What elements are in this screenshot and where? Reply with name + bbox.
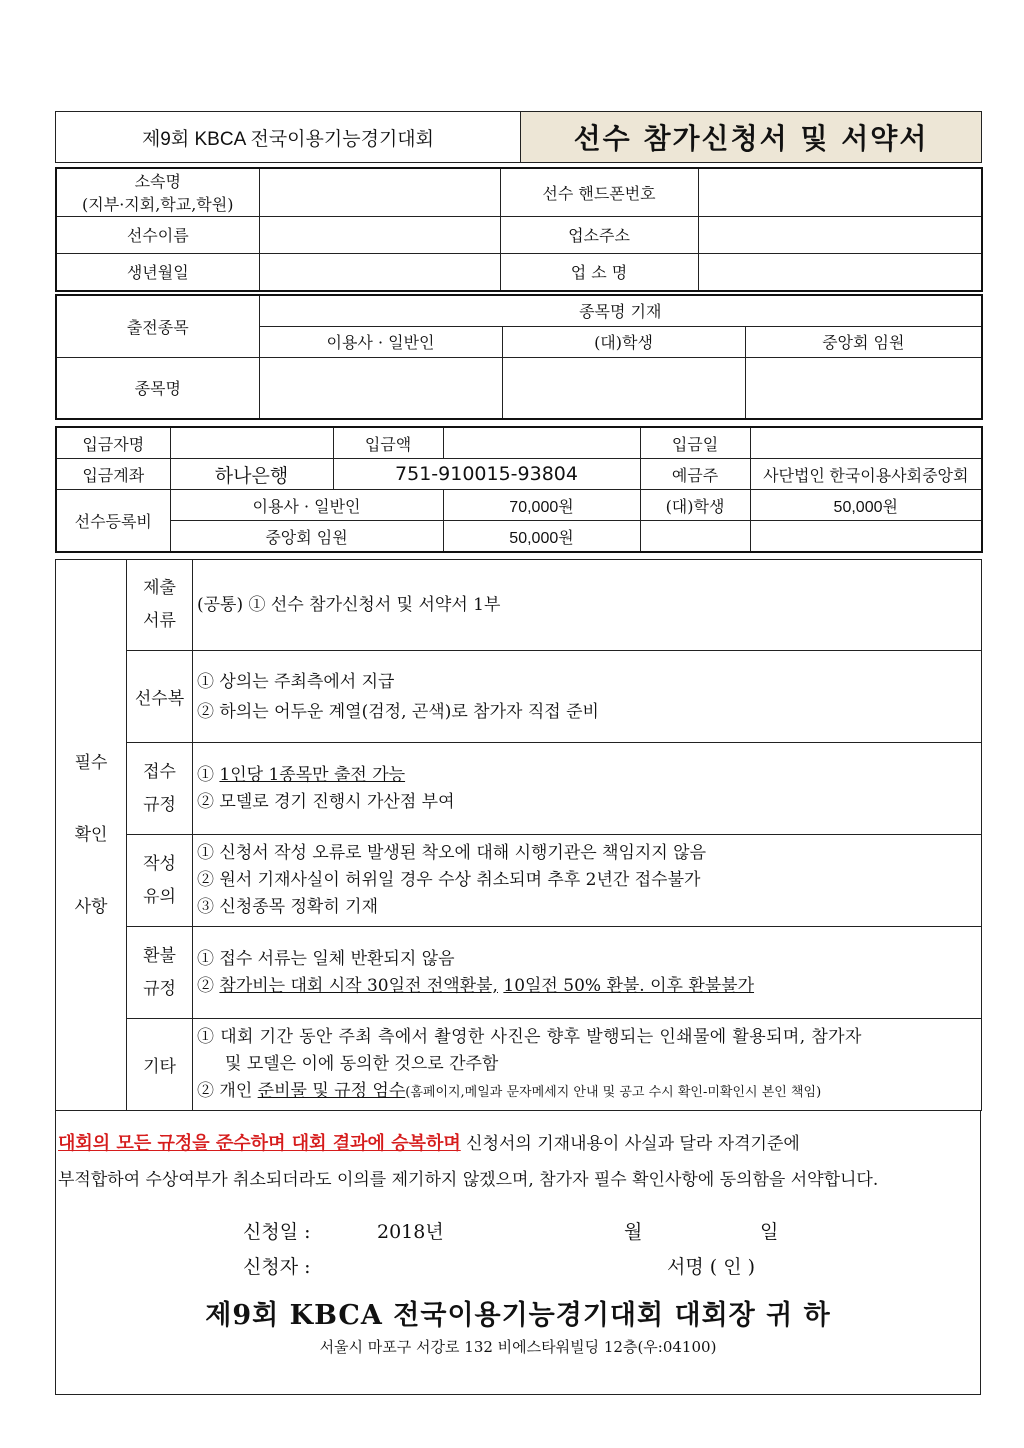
uniform-text [193,651,982,743]
shop-name-field[interactable] [698,253,982,291]
refund-label-1: 환불 [143,945,176,966]
docs-label [127,560,193,651]
apply-year: 2018년 [377,1221,444,1243]
apply-month: 월 [624,1221,643,1243]
rules-label [127,743,193,835]
signature-field[interactable]: 서명 ( 인 ) [667,1256,756,1278]
uniform-label: 선수복 [127,651,193,743]
shop-name-label: 업 소 명 [500,253,698,291]
cat-student: (대)학생 [502,326,745,357]
writing-label-2: 유의 [143,886,176,907]
fee-label: 선수등록비 [56,490,170,553]
writing-label-1: 작성 [143,853,176,874]
name-label: 선수이름 [56,216,259,253]
amount-label: 입금액 [333,427,443,459]
affiliation-label [56,168,259,216]
etc-line-1b: 및 모델은 이에 동의한 것으로 간주함 [225,1053,499,1074]
form-title: 선수 참가신청서 및 서약서 [521,112,982,163]
etc-line-2 [197,1078,981,1106]
side-label-1: 필수 [74,753,108,773]
depositor-field[interactable] [170,427,333,459]
docs-label-1: 제출 [143,578,176,598]
rules-text [193,743,982,835]
docs-text: (공통) ① 선수 참가신청서 및 서약서 1부 [193,560,982,651]
fee-general: 70,000원 [443,490,640,521]
fill-label: 종목명 기재 [259,295,982,326]
account-label: 입금계좌 [56,459,170,490]
rules-line-1-text: 1인당 1종목만 출전 가능 [219,764,406,785]
account-holder: 사단법인 한국이용사회중앙회 [750,459,982,490]
apply-day: 일 [760,1221,779,1243]
cat-officer: 중앙회 임원 [745,326,982,357]
affiliation-field[interactable] [259,168,500,216]
rules-label-2: 규정 [143,794,176,815]
host-address: 서울시 마포구 서강로 132 비에스타워빌딩 12층(우:04100) [319,1338,717,1356]
affiliation-label-text: 소속명 [134,172,181,192]
apply-date-label: 신청일 : [243,1221,311,1243]
bank-name: 하나은행 [170,459,333,490]
confirmation-table [55,559,982,1111]
refund-line-2a: 참가비는 대회 시작 30일전 전액환불, [219,975,498,996]
refund-line-2-prefix: ② [197,975,220,996]
depositor-label: 입금자명 [56,427,170,459]
events-table [55,294,983,420]
writing-text [193,835,982,927]
rules-line-1 [197,762,981,789]
pledge-highlight: 대회의 모든 규정을 준수하며 대회 결과에 승복하며 [58,1133,461,1154]
refund-line-2b: 10일전 50% 환불. 이후 환불불가 [503,975,755,996]
pledge-text-2: 부적합하여 수상여부가 취소되더라도 이의를 제기하지 않겠으며, 참가자 필수 확인사항에 동의함을 서약합니다. [58,1170,879,1190]
event-name: 제9회 KBCA 전국이용기능경기대회 [56,112,521,163]
side-label-2: 확인 [74,825,108,845]
fee-officer: 50,000원 [443,521,640,553]
date-field[interactable] [750,427,982,459]
account-number: 751-910015-93804 [333,459,640,490]
phone-field[interactable] [698,168,982,216]
etc-label: 기타 [127,1019,193,1111]
date-label: 입금일 [640,427,750,459]
pledge-text-1: 신청서의 기재내용이 사실과 달라 자격기준에 [460,1134,800,1154]
etc-line-2-prefix: ② 개인 [197,1080,258,1101]
holder-label: 예금주 [640,459,750,490]
required-check-label [56,560,127,1111]
writing-line-3: ③ 신청종목 정확히 기재 [197,897,379,917]
cat-general: 이용사 · 일반인 [259,326,502,357]
payment-table [55,426,983,553]
rules-line-1-prefix: ① [197,764,220,785]
rules-line-2: ② 모델로 경기 진행시 가산점 부여 [197,791,455,812]
fee-student: 50,000원 [750,490,982,521]
player-info-table [55,167,983,292]
birth-label: 생년월일 [56,253,259,291]
phone-label: 선수 핸드폰번호 [500,168,698,216]
refund-label-2: 규정 [143,978,176,999]
affiliation-sub-text: (지부·지회,학교,학원) [82,195,234,215]
fee-student-label: (대)학생 [640,490,750,521]
form-header [55,111,982,163]
event-student-field[interactable] [502,357,745,419]
fee-general-label: 이용사 · 일반인 [170,490,443,521]
writing-line-1: ① 신청서 작성 오류로 발생된 착오에 대해 시행기관은 책임지지 않음 [197,843,707,863]
writing-label [127,835,193,927]
refund-text [193,927,982,1019]
applicant-label: 신청자 : [243,1256,311,1278]
etc-text [193,1019,982,1111]
pledge-text [58,1126,973,1198]
etc-line-1: ① 대회 기간 동안 주최 측에서 촬영한 사진은 향후 발행되는 인쇄물에 활용되며, 참가자 [197,1026,862,1047]
refund-line-1: ① 접수 서류는 일체 반환되지 않음 [197,948,455,969]
shop-address-field[interactable] [698,216,982,253]
name-field[interactable] [259,216,500,253]
uniform-line-1: ① 상의는 주최측에서 지급 [197,671,395,692]
fee-blank-2 [750,521,982,553]
event-general-field[interactable] [259,357,502,419]
fee-officer-label: 중앙회 임원 [170,521,443,553]
event-officer-field[interactable] [745,357,982,419]
fee-blank-1 [640,521,750,553]
etc-line-2-small: (홈페이지,메일과 문자메세지 안내 및 공고 수시 확인-미확인시 본인 책임) [405,1084,822,1100]
docs-label-2: 서류 [143,611,176,631]
rules-label-1: 접수 [143,761,176,782]
birth-field[interactable] [259,253,500,291]
event-name-label: 종목명 [56,357,259,419]
writing-line-2: ② 원서 기재사실이 허위일 경우 수상 취소되며 추후 2년간 접수불가 [197,870,701,890]
side-label-3: 사항 [74,897,108,917]
shop-address-label: 업소주소 [500,216,698,253]
uniform-line-2: ② 하의는 어두운 계열(검정, 곤색)로 참가자 직접 준비 [197,701,599,722]
refund-label [127,927,193,1019]
amount-field[interactable] [443,427,640,459]
host-title: 제9회 KBCA 전국이용기능경기대회 대회장 귀 하 [205,1300,831,1331]
entry-label: 출전종목 [56,295,259,357]
etc-line-2-underlined: 준비물 및 규정 엄수 [257,1080,406,1101]
refund-line-2 [197,973,981,1000]
